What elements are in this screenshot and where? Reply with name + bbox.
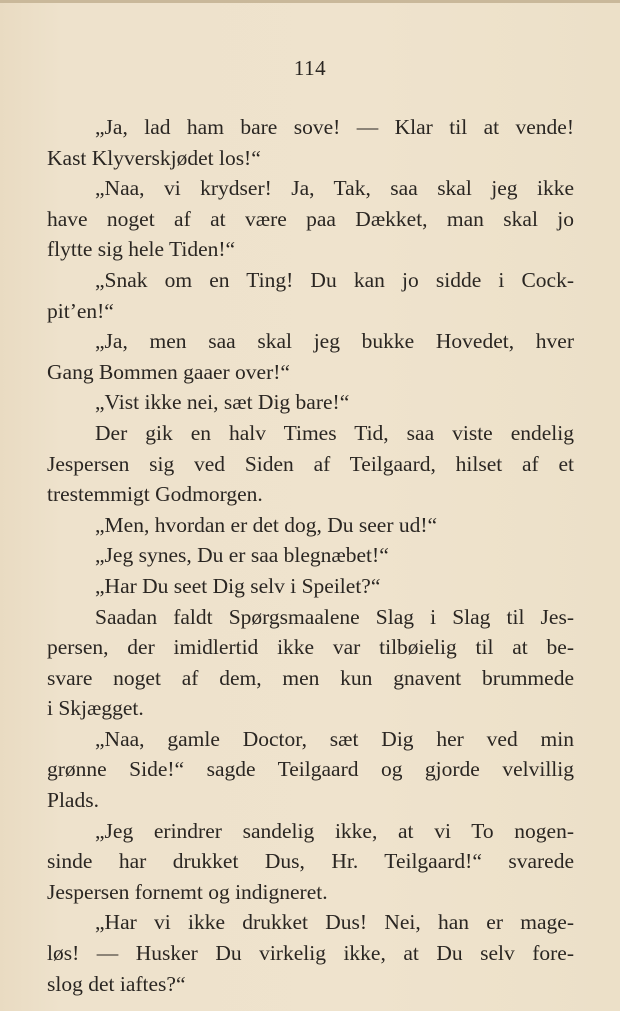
- text-line: løs! — Husker Du virkelig ikke, at Du selv fore-: [47, 941, 574, 966]
- text-line: Der gik en halv Times Tid, saa viste endelig: [95, 420, 574, 445]
- text-line: Jespersen sig ved Siden af Teilgaard, hilset af et: [47, 451, 574, 476]
- text-line: sinde har drukket Dus, Hr. Teilgaard!“ svarede: [47, 849, 574, 874]
- text-line: „Ja, lad ham bare sove! — Klar til at vende!: [95, 115, 574, 139]
- text-line: Plads.: [47, 788, 99, 813]
- text-line: grønne Side!“ sagde Teilgaard og gjorde velvillig: [47, 757, 574, 782]
- text-line: „Snak om en Ting! Du kan jo sidde i Cock-: [95, 267, 574, 292]
- text-line: „Naa, gamle Doctor, sæt Dig her ved min: [95, 726, 574, 751]
- text-line: „Naa, vi krydser! Ja, Tak, saa skal jeg ikke: [95, 176, 574, 201]
- text-line: trestemmigt Godmorgen.: [47, 482, 263, 507]
- text-line: svare noget af dem, men kun gnavent brummede: [47, 665, 574, 690]
- text-line: flytte sig hele Tiden!“: [47, 237, 236, 262]
- text-line: Kast Klyverskjødet los!“: [47, 145, 261, 170]
- text-line: pit’en!“: [47, 298, 114, 323]
- text-line: Jespersen fornemt og indigneret.: [47, 879, 328, 904]
- text-line: slog det iaftes?“: [47, 971, 186, 996]
- text-line: have noget af at være paa Dækket, man skal jo: [47, 206, 574, 231]
- page-top-edge: [0, 0, 620, 3]
- text-line: Saadan faldt Spørgsmaalene Slag i Slag til Jes-: [95, 604, 574, 629]
- text-line: Gang Bommen gaaer over!“: [47, 359, 290, 384]
- text-line: „Har vi ikke drukket Dus! Nei, han er mage-: [95, 910, 574, 935]
- page-number: 114: [293, 56, 327, 80]
- text-line: i Skjægget.: [47, 696, 144, 721]
- body-text: [47, 112, 574, 999]
- text-line: „Jeg erindrer sandelig ikke, at vi To nogen-: [95, 818, 574, 843]
- text-line: „Men, hvordan er det dog, Du seer ud!“: [95, 512, 438, 537]
- text-line: „Har Du seet Dig selv i Speilet?“: [95, 573, 381, 598]
- text-line: „Ja, men saa skal jeg bukke Hovedet, hver: [95, 329, 574, 354]
- text-line: „Vist ikke nei, sæt Dig bare!“: [95, 390, 350, 415]
- text-line: „Jeg synes, Du er saa blegnæbet!“: [95, 543, 389, 568]
- text-line: persen, der imidlertid ikke var tilbøielig til at be-: [47, 635, 574, 660]
